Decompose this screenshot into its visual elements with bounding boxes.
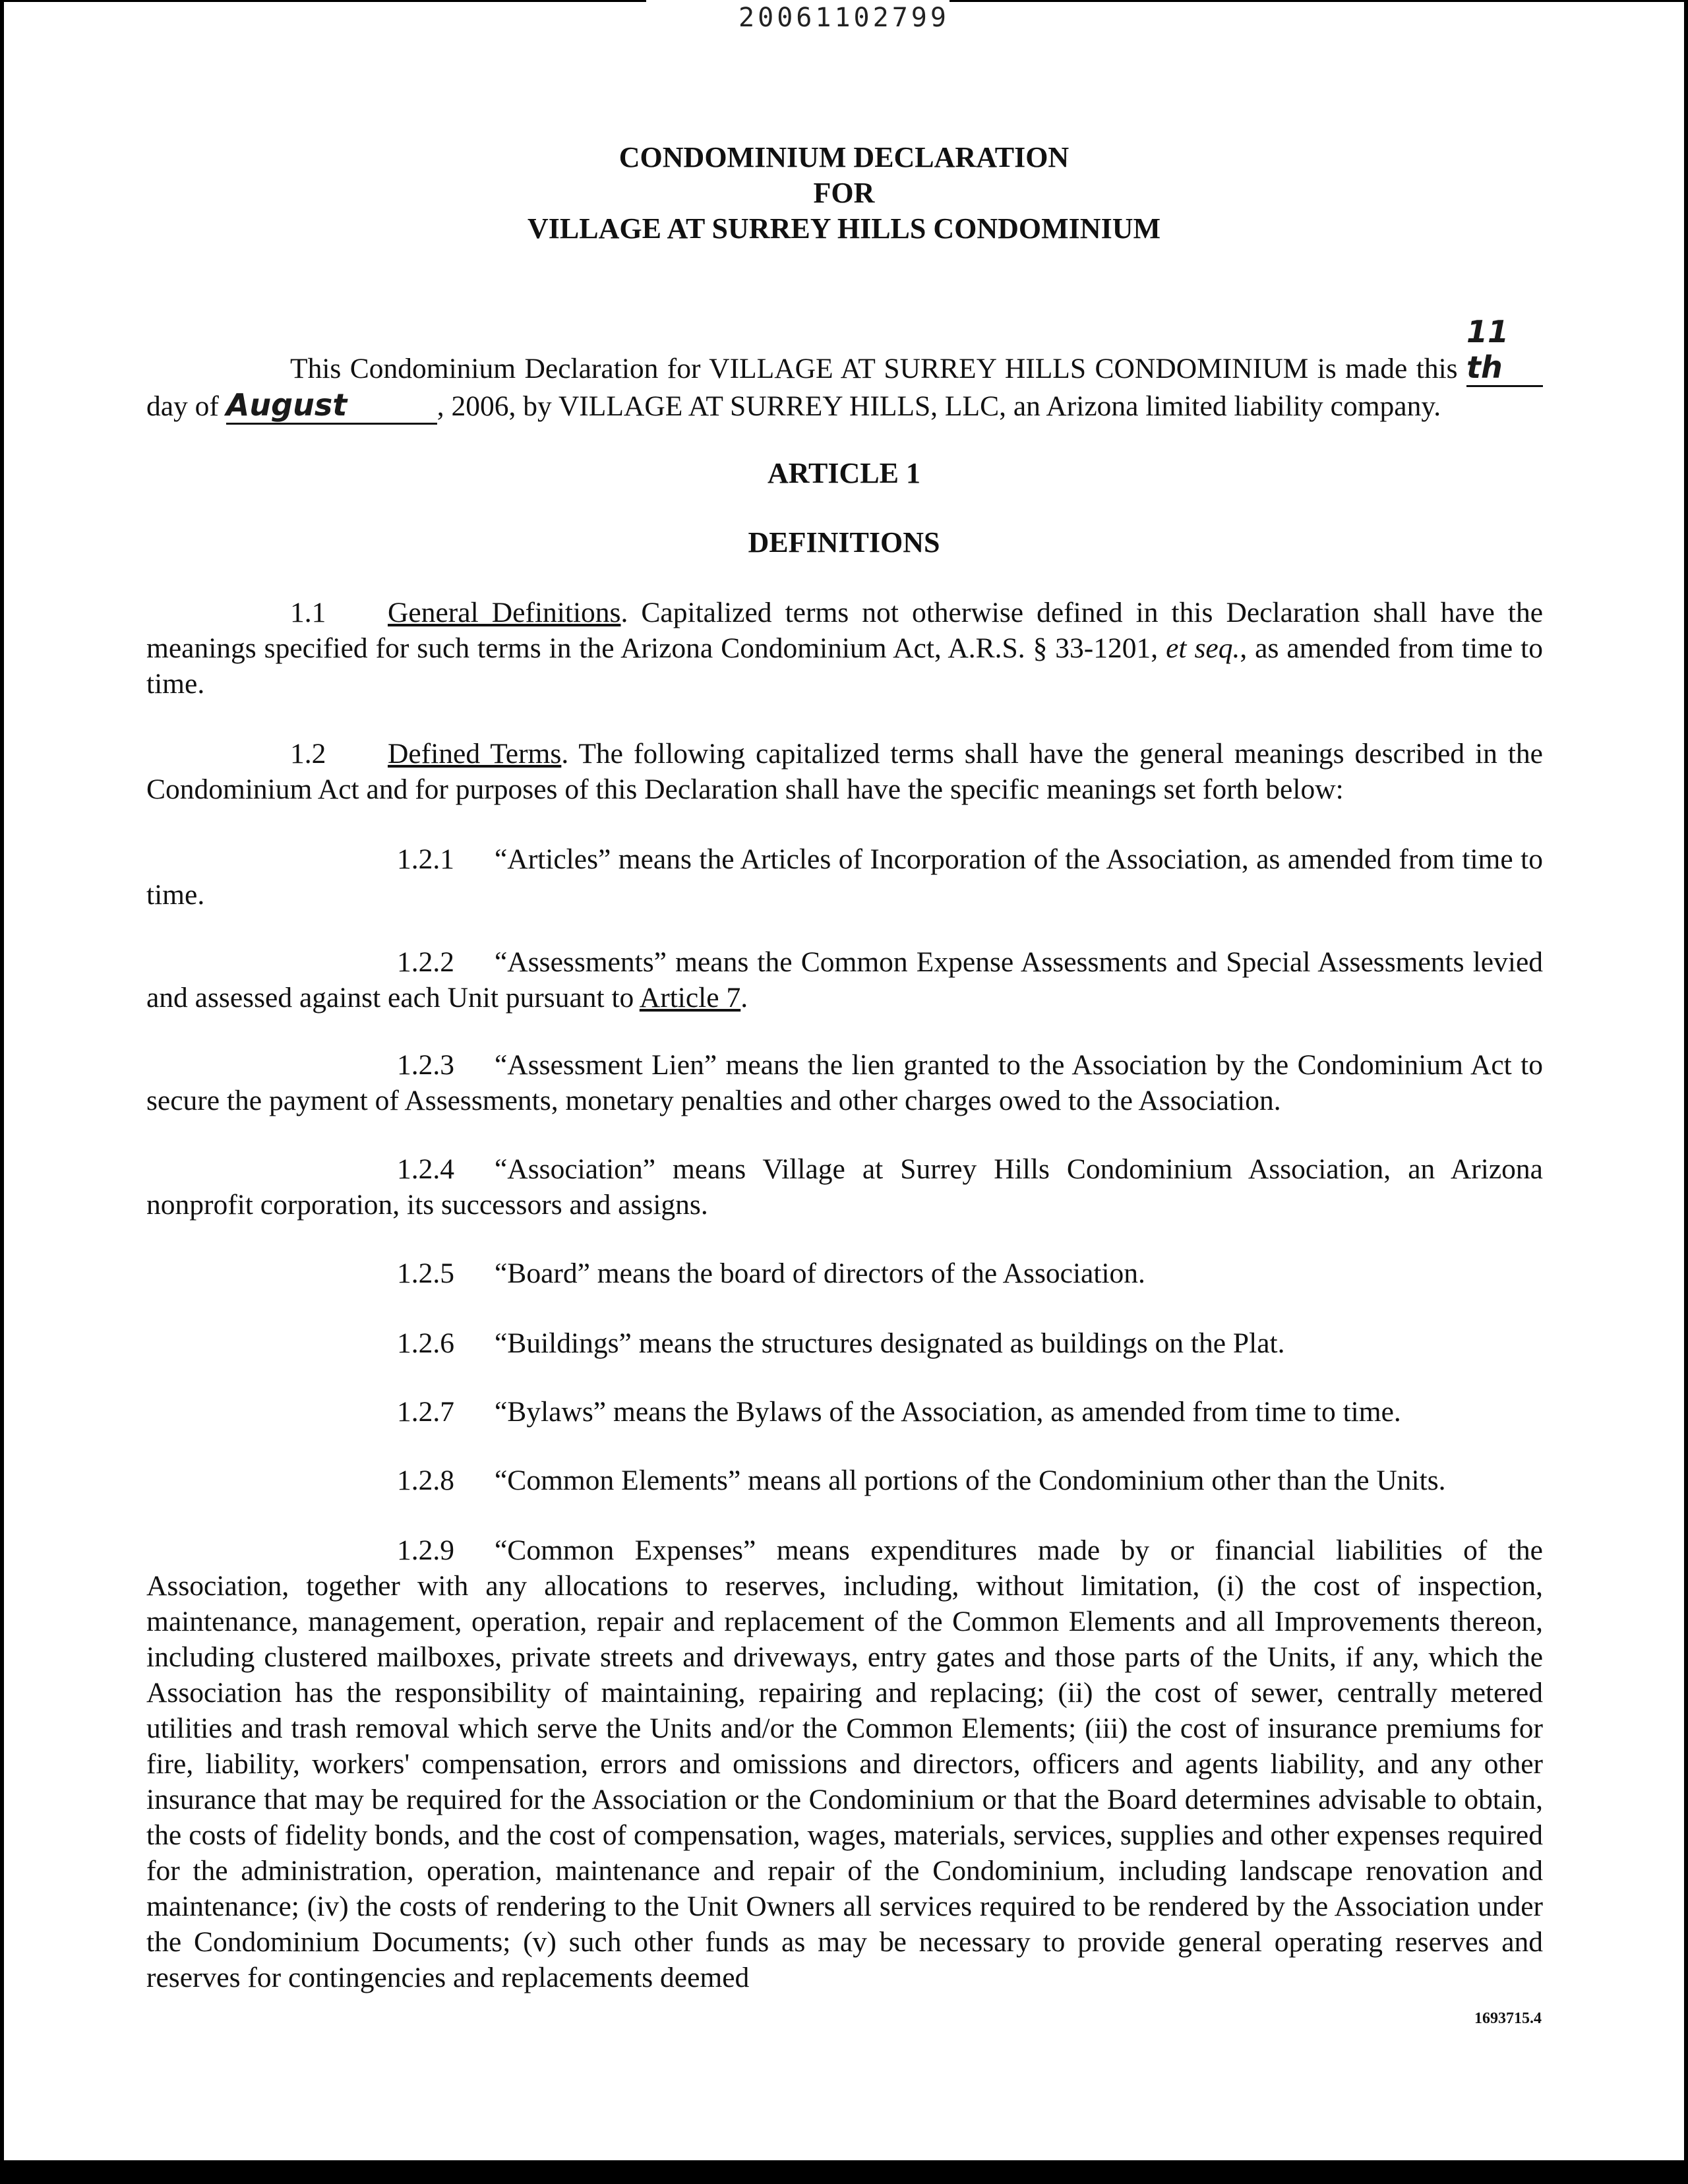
definition-end: .	[740, 982, 748, 1014]
definition-1-2-8	[146, 1463, 1543, 1498]
intro-text-1: This Condominium Declaration for VILLAGE AT SURREY HILLS CONDOMINIUM is made this	[290, 353, 1458, 384]
article-reference: Article 7	[639, 982, 741, 1014]
title-line-3: VILLAGE AT SURREY HILLS CONDOMINIUM	[527, 212, 1160, 245]
scan-border-bottom	[0, 2160, 1688, 2184]
definition-text: “Common Expenses” means expenditures made by or financial liabilities of the Association, together with any allocations to reserves, including, without limitation, (i) the cost of inspection, maintenance, management, operation, repair and replacement of the Common Elements and all Improvements thereon, including clustered mailboxes, private streets and driveways, entry gates and those parts of the Units, if any, which the Association has the responsibility of maintaining, repairing and replacing; (ii) the cost of sewer, centrally metered utilities and trash removal which serve the Units and/or the Common Elements; (iii) the cost of insurance premiums for fire, liability, workers' compensation, errors and omissions and directors, officers and agents liability, and any other insurance that may be required for the Association or the Condominium or that the Board determines advisable to obtain, the costs of fidelity bonds, and the cost of compensation, wages, materials, services, supplies and other expenses required for the administration, operation, maintenance and repair of the Condominium, including landscape renovation and maintenance; (iv) the costs of rendering to the Unit Owners all services required to be rendered by the Association under the Condominium Documents; (v) such other funds as may be necessary to provide general operating reserves and reserves for contingencies and replacements deemed	[146, 1534, 1543, 1993]
definition-1-2-3	[146, 1047, 1543, 1118]
handwritten-day: 11 th	[1466, 314, 1543, 387]
document-number: 20061102799	[738, 3, 950, 33]
definition-text: “Bylaws” means the Bylaws of the Association, as amended from time to time.	[495, 1396, 1401, 1428]
definition-number: 1.2.8	[397, 1465, 454, 1496]
definition-number: 1.2.6	[397, 1327, 454, 1359]
definition-text: “Articles” means the Articles of Incorporation of the Association, as amended from time to time.	[146, 843, 1543, 911]
intro-text-3: , 2006, by VILLAGE AT SURREY HILLS, LLC, an Arizona limited liability company.	[437, 390, 1441, 422]
intro-paragraph	[146, 314, 1543, 425]
definition-number: 1.2.3	[397, 1049, 454, 1081]
definition-number: 1.2.7	[397, 1396, 454, 1428]
section-text-end: , as amended from time to time.	[146, 632, 1543, 700]
scan-top-line-right	[950, 0, 1688, 2]
definition-number: 1.2.1	[397, 843, 454, 875]
definition-number: 1.2.5	[397, 1258, 454, 1289]
section-text: . Capitalized terms not otherwise defined in this Declaration shall have the meanings specified for such terms in the Arizona Condominium Act, A.R.S. § 33-1201,	[146, 597, 1543, 664]
definition-text: “Buildings” means the structures designated as buildings on the Plat.	[495, 1327, 1285, 1359]
section-1-2	[146, 736, 1543, 807]
definition-text: “Assessment Lien” means the lien granted to the Association by the Condominium Act to secure the payment of Assessments, monetary penalties and other charges owed to the Association.	[146, 1049, 1543, 1116]
definition-text: “Common Elements” means all portions of the Condominium other than the Units.	[495, 1465, 1446, 1496]
article-title: DEFINITIONS	[748, 526, 940, 559]
definition-text: “Assessments” means the Common Expense Assessments and Special Assessments levied and assessed against each Unit pursuant to	[146, 946, 1543, 1014]
definition-1-2-2	[146, 944, 1543, 1016]
handwritten-month: August	[226, 387, 437, 425]
intro-text-2: day of	[146, 390, 219, 422]
definition-1-2-4	[146, 1151, 1543, 1223]
scan-border-left	[0, 0, 4, 2184]
section-number: 1.2	[290, 738, 326, 770]
document-title	[0, 140, 1688, 247]
definition-1-2-6	[146, 1325, 1543, 1361]
scan-border-right	[1684, 0, 1688, 2184]
definition-number: 1.2.9	[397, 1534, 454, 1566]
section-heading: General Definitions	[388, 597, 621, 628]
title-line-2: FOR	[813, 177, 875, 209]
section-heading: Defined Terms	[388, 738, 562, 770]
article-label: ARTICLE 1	[768, 457, 920, 489]
definition-1-2-5	[146, 1256, 1543, 1291]
section-number: 1.1	[290, 597, 326, 628]
scan-top-line-left	[0, 0, 646, 2]
definition-1-2-1	[146, 841, 1543, 913]
et-seq: et seq.	[1166, 632, 1240, 664]
definition-number: 1.2.2	[397, 946, 454, 978]
definition-text: “Board” means the board of directors of the Association.	[495, 1258, 1145, 1289]
section-text: . The following capitalized terms shall have the general meanings described in the Condominium Act and for purposes of this Declaration shall have the specific meanings set forth below:	[146, 738, 1543, 805]
footer-document-code: 1693715.4	[1474, 2010, 1542, 2027]
title-line-1: CONDOMINIUM DECLARATION	[618, 141, 1070, 173]
definition-text: “Association” means Village at Surrey Hills Condominium Association, an Arizona nonprofit corporation, its successors and assigns.	[146, 1153, 1543, 1221]
definition-1-2-9	[146, 1532, 1543, 1995]
section-1-1	[146, 595, 1543, 702]
definition-number: 1.2.4	[397, 1153, 454, 1185]
definition-1-2-7	[146, 1394, 1543, 1430]
